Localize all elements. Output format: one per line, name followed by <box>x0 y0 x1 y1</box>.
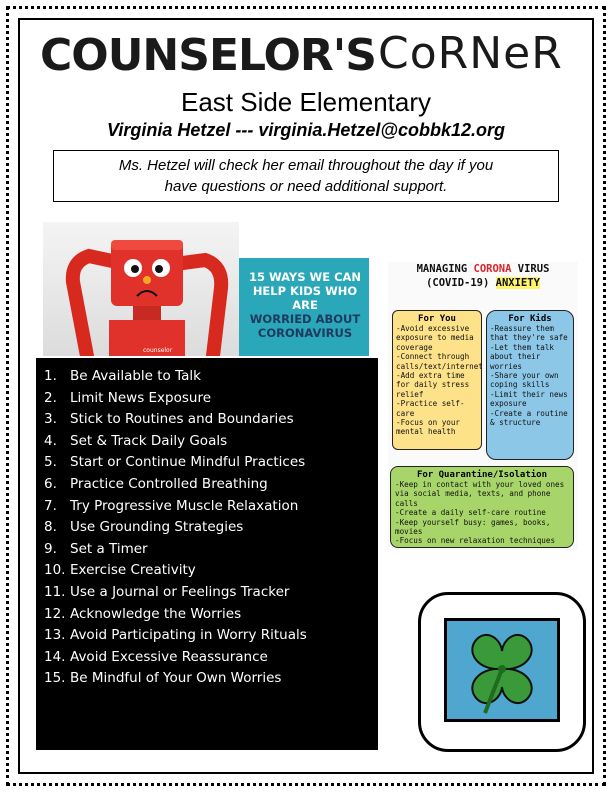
clover-background <box>444 618 560 722</box>
tip-item: -Avoid excessive exposure to media coverage <box>396 324 474 352</box>
list-item-text: Stick to Routines and Boundaries <box>70 411 294 428</box>
school-name: East Side Elementary <box>180 87 431 117</box>
list-item-number: 11. <box>44 583 66 600</box>
notice-line-2: have questions or need additional support. <box>164 178 448 195</box>
list-item-number: 12. <box>44 605 66 622</box>
list-item-text: Exercise Creativity <box>70 562 196 579</box>
for-you-heading: For You <box>418 314 456 324</box>
tip-item: -Reassure them that they're safe <box>490 324 568 343</box>
worried-robot-image <box>43 222 239 356</box>
banner-line-2: HELP KIDS WHO ARE <box>252 284 358 312</box>
clover-clipart <box>418 592 586 752</box>
list-item <box>44 647 307 669</box>
notice-box <box>53 150 559 202</box>
list-item-text: Use a Journal or Feelings Tracker <box>70 583 290 600</box>
list-item <box>44 366 307 388</box>
title-anxiety: ANXIETY <box>495 277 540 289</box>
list-item-text: Try Progressive Muscle Relaxation <box>70 497 299 514</box>
tip-item: -Add extra time for daily stress relief <box>396 371 470 399</box>
ways-list <box>44 366 307 690</box>
title-managing: MANAGING <box>416 263 468 275</box>
contact-line: Virginia Hetzel --- virginia.Hetzel@cobbk12.org <box>107 120 505 140</box>
tip-item: -Keep in contact with your loved ones via social media, texts, and phone calls <box>395 480 565 508</box>
list-item-text: Set & Track Daily Goals <box>70 432 228 449</box>
list-item-number: 3. <box>44 411 57 428</box>
list-item-text: Acknowledge the Worries <box>70 605 242 622</box>
banner-line-3: WORRIED ABOUT <box>249 312 361 326</box>
tip-item: -Create a routine & structure <box>490 408 568 428</box>
title-corner: CoRNeR <box>378 28 563 79</box>
list-item-number: 15. <box>44 670 66 687</box>
banner-line-4: CORONAVIRUS <box>257 326 353 340</box>
list-item-number: 9. <box>44 540 57 557</box>
list-item-text: Start or Continue Mindful Practices <box>70 454 306 471</box>
list-item-number: 13. <box>44 627 66 644</box>
list-item-text: Be Mindful of Your Own Worries <box>70 670 282 687</box>
list-item <box>44 517 307 539</box>
list-item <box>44 668 307 690</box>
robot-icon <box>43 222 239 356</box>
list-item-text: Be Available to Talk <box>70 368 201 384</box>
list-item <box>44 388 307 410</box>
tip-item: -Practice self-care <box>396 399 465 418</box>
list-item-number: 2. <box>44 389 57 406</box>
list-item-number: 8. <box>44 519 57 536</box>
list-item <box>44 625 307 647</box>
page-title <box>40 30 580 86</box>
quarantine-panel <box>390 466 574 548</box>
list-item-number: 1. <box>44 368 57 384</box>
title-covid: (COVID-19) <box>426 277 490 289</box>
list-item-number: 10. <box>44 562 66 579</box>
tip-item: -Keep yourself busy: games, books, movies <box>395 517 551 537</box>
tip-item: -Create a daily self-care routine <box>395 508 546 518</box>
list-item <box>44 431 307 453</box>
tip-item: -Share your own coping skills <box>490 371 559 390</box>
for-you-panel <box>392 310 482 450</box>
list-item-number: 4. <box>44 432 57 449</box>
tip-item: -Connect through calls/text/internet <box>396 352 483 371</box>
list-item-number: 7. <box>44 497 57 514</box>
list-item <box>44 560 307 582</box>
list-item <box>44 604 307 626</box>
title-virus: VIRUS <box>517 263 550 275</box>
corona-anxiety-infographic <box>388 262 578 550</box>
notice-line-1: Ms. Hetzel will check her email throughout the day if you <box>118 157 494 174</box>
four-leaf-clover-icon <box>447 621 557 719</box>
tip-item: -Let them talk about their worries <box>490 342 555 371</box>
ways-list-box <box>36 358 378 750</box>
list-item <box>44 496 307 518</box>
list-item <box>44 539 307 561</box>
for-kids-panel <box>486 310 574 460</box>
svg-text:counselor: counselor <box>143 347 173 354</box>
list-item <box>44 409 307 431</box>
list-item <box>44 474 307 496</box>
list-item-number: 6. <box>44 475 57 492</box>
for-kids-heading: For Kids <box>508 314 552 324</box>
list-item <box>44 582 307 604</box>
list-item-number: 14. <box>44 648 66 665</box>
list-item <box>44 452 307 474</box>
quarantine-heading: For Quarantine/Isolation <box>416 470 548 480</box>
infographic-title <box>388 262 578 290</box>
title-counselors: COUNSELOR'S <box>40 30 376 81</box>
title-corona: CORONA <box>473 263 512 275</box>
list-item-text: Avoid Excessive Reassurance <box>70 648 268 665</box>
fifteen-ways-banner <box>239 258 369 356</box>
list-item-text: Use Grounding Strategies <box>70 519 244 536</box>
list-item-number: 5. <box>44 454 57 471</box>
tip-item: -Limit their news exposure <box>490 389 568 409</box>
tip-item: -Focus on your mental health <box>396 418 461 437</box>
tip-item: -Focus on new relaxation techniques <box>395 536 556 546</box>
list-item-text: Avoid Participating in Worry Rituals <box>70 627 307 644</box>
list-item-text: Set a Timer <box>70 540 148 557</box>
list-item-text: Practice Controlled Breathing <box>70 475 268 492</box>
list-item-text: Limit News Exposure <box>70 389 212 406</box>
banner-line-1: 15 WAYS WE CAN <box>248 270 362 284</box>
